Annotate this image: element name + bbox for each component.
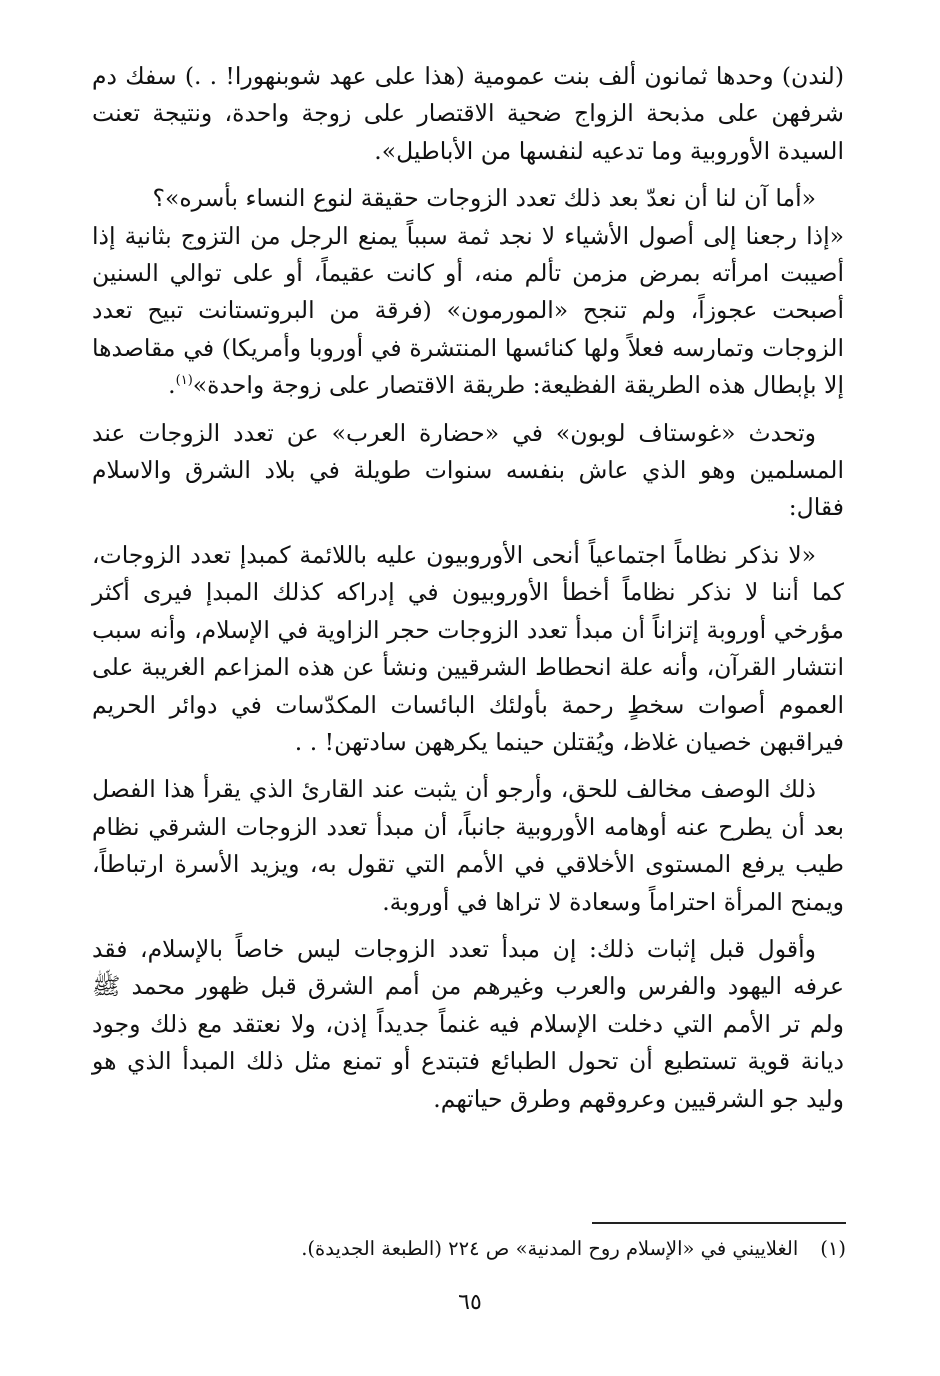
paragraph-lebon-response: ذلك الوصف مخالف للحق، وأرجو أن يثبت عند القارئ الذي يقرأ هذا الفصل بعد أن يطرح عنه أوهامه الأوروبية جانباً، أن مبدأ تعدد الزوجات الشرقي نظام طيب يرفع المستوى الأخلاقي في الأمم التي تقول به، ويزيد الأسرة ارتباطاً، ويمنح المرأة احتراماً وسعادة لا تراها في أوروبة. xyxy=(92,775,844,916)
paragraph-lebon-quote: «لا نذكر نظاماً اجتماعياً أنحى الأوروبيون عليه باللائمة كمبدإ تعدد الزوجات، كما أننا لا نذكر نظاماً أخطأ الأوروبيون في إدراكه كذلك المبدإ فيرى أكثر مؤرخي أوروبة إتزاناً أن مبدأ تعدد الزوجات حجر الزاوية في الإسلام، وأنه سبب انتشار القرآن، وأنه علة انحطاط الشرقيين ونشأ عن هذه المزاعم الغريبة على العموم أصوات سخطٍ رحمة بأولئك البائسات المكدّسات في دوائر الحريم فيراقبهن خصيان غلاظ، ويُقتلن حينما يكرههن سادتهن! . . xyxy=(92,540,844,756)
page-number: ٦٥ xyxy=(458,1290,482,1315)
paragraph-quote-question: «أما آن لنا أن نعدّ بعد ذلك تعدد الزوجات حقيقة لنوع النساء بأسره»؟ xyxy=(152,184,816,213)
paragraph-quote-mormons xyxy=(92,218,844,405)
paragraph-quote-mormons-text: «إذا رجعنا إلى أصول الأشياء لا نجد ثمة سبباً يمنع الرجل من التزوج بثانية إذا أصيبت امرأته بمرض مزمن تألم منه، أو كانت عقيماً، أو على توالي السنين أصبحت عجوزاً، ولم تنجح «المورمون» (فرقة من البروتستانت تبيح تعدد الزوجات وتمارسه فعلاً ولها كنائسها المنتشرة في أوروبا وأمريكا) في مقاصدها إلا بإبطال هذه الطريقة الفظيعة: طريقة الاقتصار على زوجة واحدة» xyxy=(92,221,844,400)
paragraph-history: وأقول قبل إثبات ذلك: إن مبدأ تعدد الزوجات ليس خاصاً بالإسلام، فقد عرفه اليهود والفرس والعرب وغيرهم من أمم الشرق قبل ظهور محمد ﷺ ولم تر الأمم التي دخلت الإسلام فيه غنماً جديداً إذن، ولا نعتقد مع ذلك وجود ديانة قوية تستطيع أن تحول الطبائع فتبتدع أو تمنع مثل ذلك المبدأ الذي هو وليد جو الشرقيين وعروقهم وطرق حياتهم. xyxy=(92,934,844,1113)
paragraph-lebon-intro: وتحدث «غوستاف لوبون» في «حضارة العرب» عن تعدد الزوجات عند المسلمين وهو الذي عاش بنفسه سنوات طويلة في بلاد الشرق والاسلام فقال: xyxy=(92,418,844,522)
footnote-separator xyxy=(592,1222,846,1224)
body-text xyxy=(92,58,844,1128)
footnote-text: الغلاييني في «الإسلام روح المدنية» ص ٢٢٤ (الطبعة الجديدة). xyxy=(301,1237,799,1260)
footnote-reference: (١) xyxy=(175,373,193,389)
paragraph-continued: (لندن) وحدها ثمانون ألف بنت عمومية (هذا على عهد شوبنهورا! . .) سفك دم شرفهن على مذبحة الزواج ضحية الاقتصار على زوجة واحدة، ونتيجة تعنت السيدة الأوروبية وما تدعيه لنفسها من الأباطيل». xyxy=(92,62,844,165)
footnote xyxy=(301,1234,846,1264)
sentence-end-mark: . xyxy=(168,371,176,400)
footnote-marker: (١) xyxy=(820,1237,846,1260)
